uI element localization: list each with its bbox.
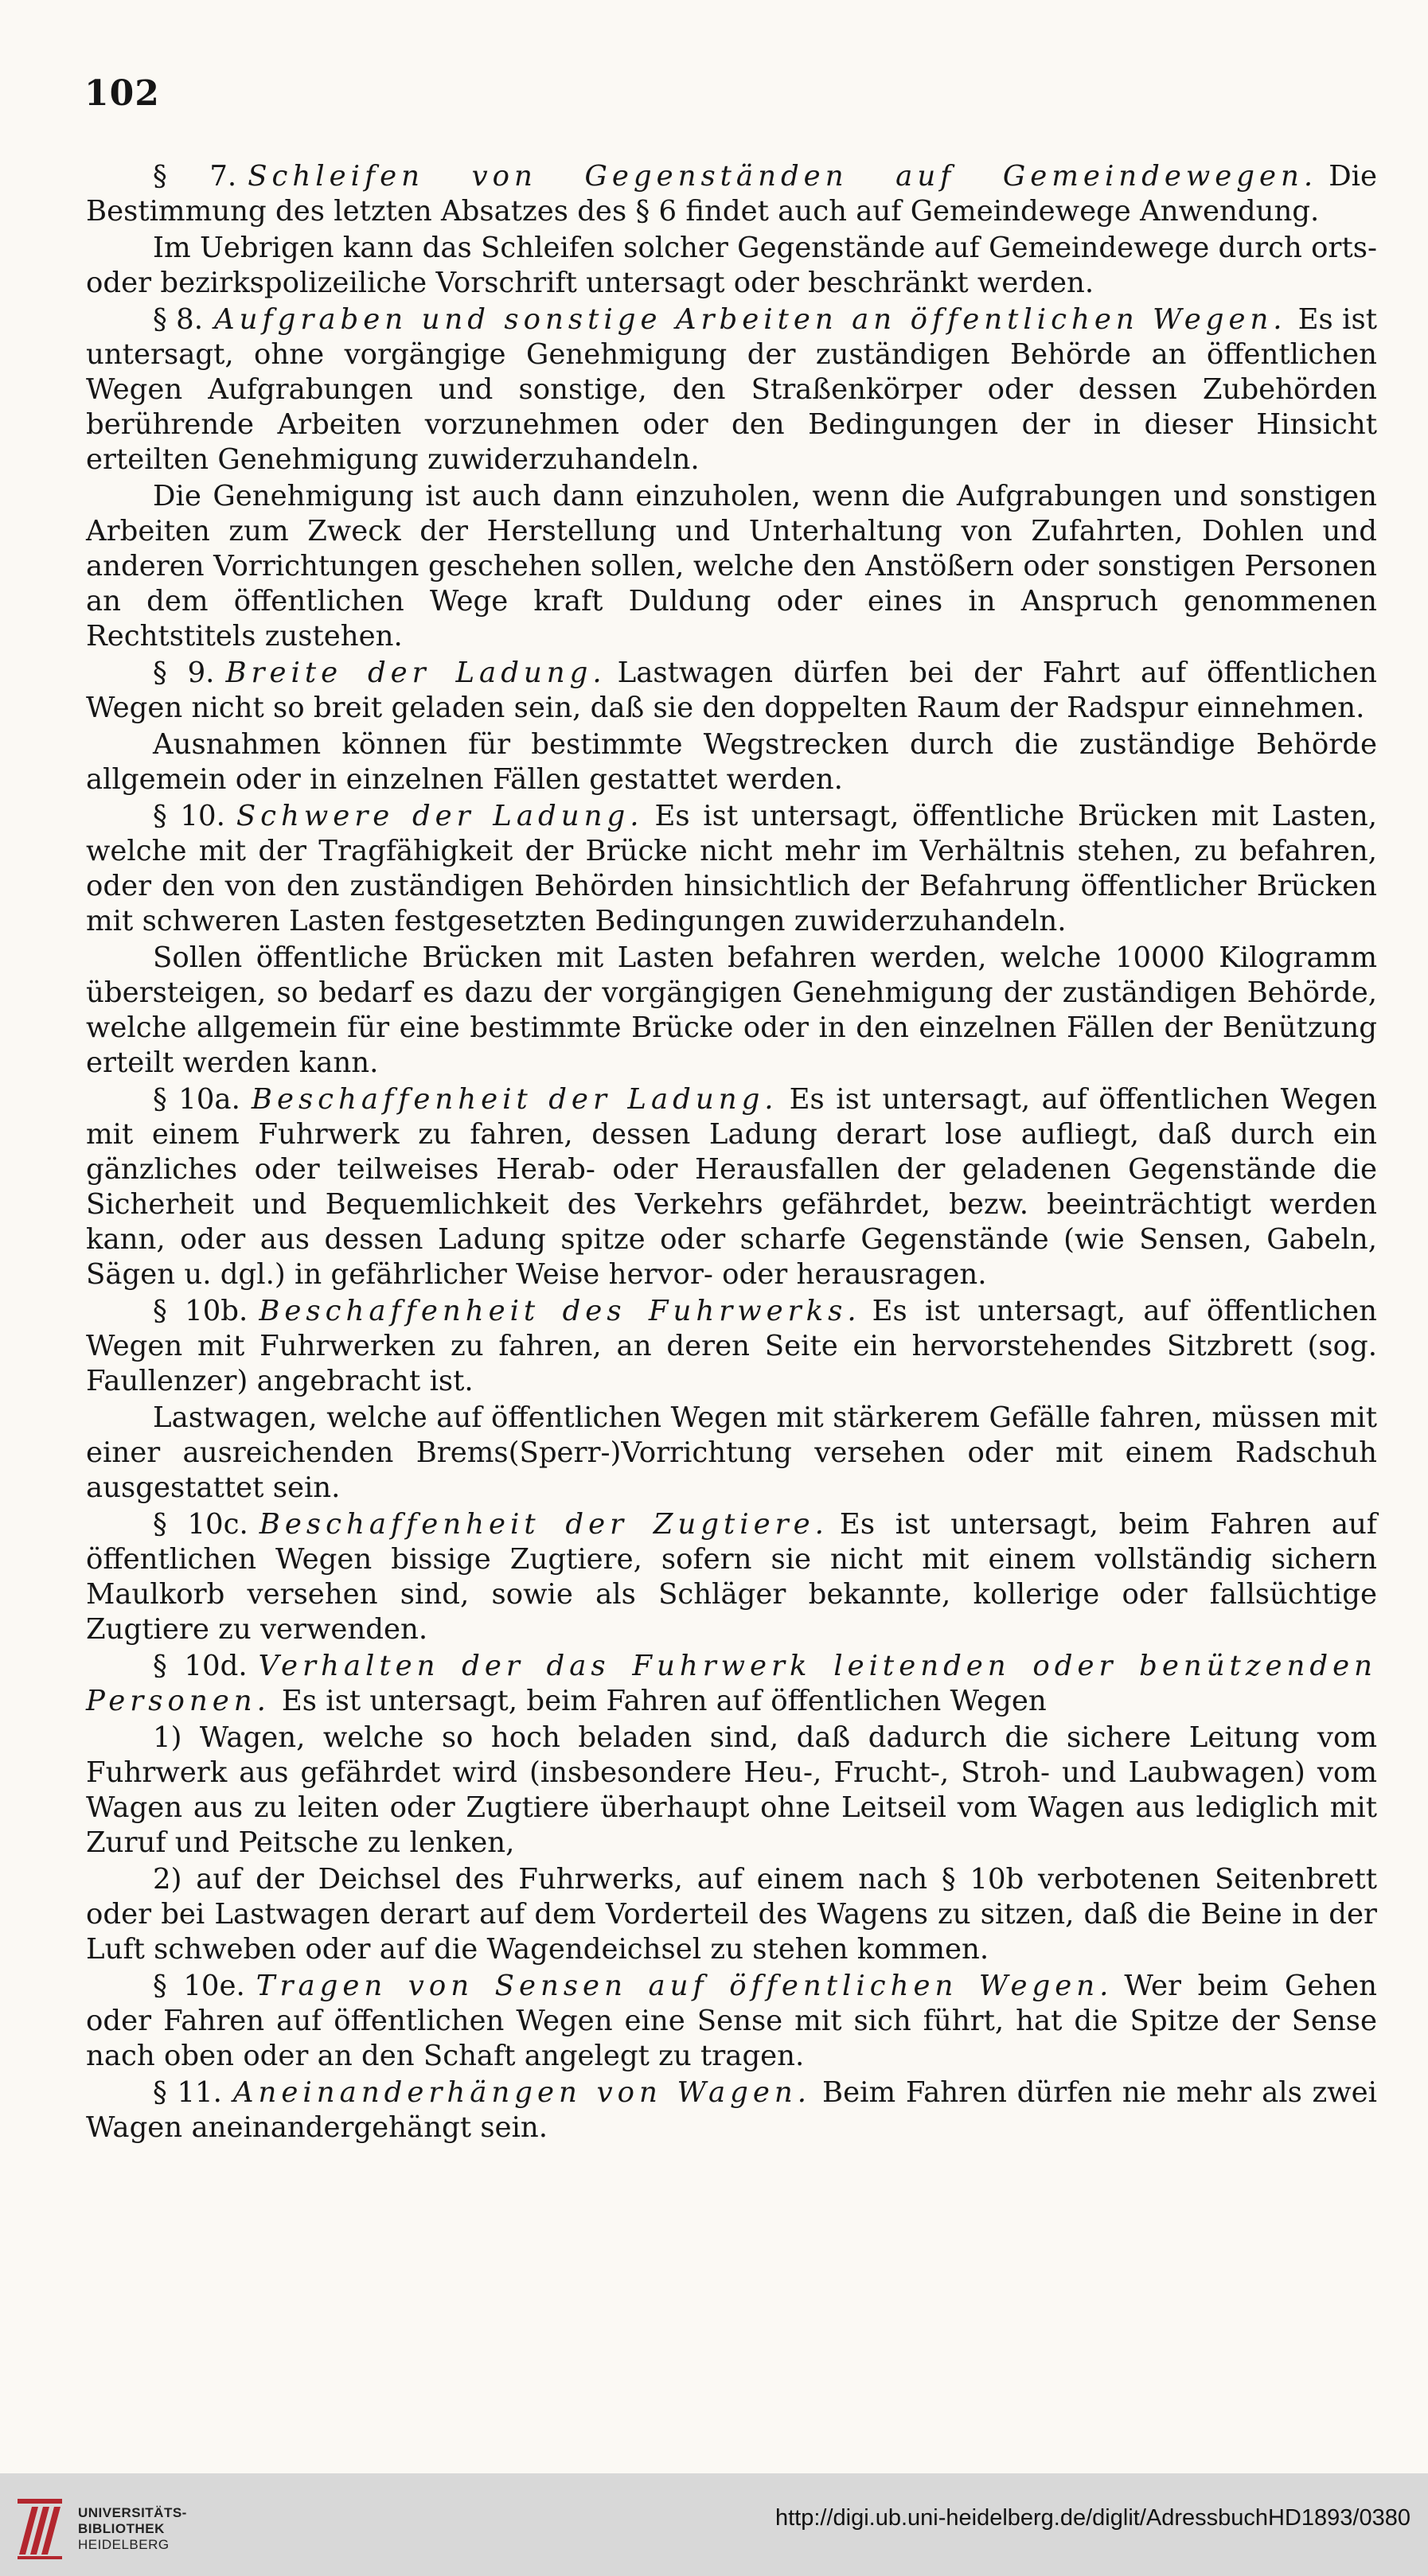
section-number: § 10b. xyxy=(153,1295,248,1327)
paragraph xyxy=(86,941,1377,1081)
source-url-link[interactable]: http://digi.ub.uni-heidelberg.de/diglit/AdressbuchHD1893/0380 xyxy=(774,2505,1410,2531)
paragraph xyxy=(86,656,1377,726)
section-heading: Aufgraben und sonstige Arbeiten an öffentlichen Wegen. xyxy=(214,303,1287,336)
library-logo[interactable] xyxy=(14,2491,221,2562)
paragraph-text: 1) Wagen, welche so hoch beladen sind, daß dadurch die sichere Leitung vom Fuhrwerk aus gefährdet wird (insbesondere Heu-, Frucht-, Stroh- und Laubwagen) vom Wagen aus zu leiten oder Zugtiere überhaupt ohne Leitseil vom Wagen aus lediglich mit Zuruf und Peitsche zu lenken, xyxy=(86,1721,1377,1859)
paragraph xyxy=(86,1721,1377,1861)
paragraph xyxy=(86,1649,1377,1719)
section-number: § 11. xyxy=(153,2076,222,2109)
paragraph-text: Es ist untersagt, ohne vorgängige Genehmigung der zuständigen Behörde an öffentlichen Wegen Aufgrabungen und sonstige, den Straßenkörper oder dessen Zubehörden berührende Arbeiten vorzunehmen oder den Bedingungen der in dieser Hinsicht erteilten Genehmigung zuwiderzuhandeln. xyxy=(86,303,1377,476)
section-heading: Schwere der Ladung. xyxy=(236,800,644,832)
section-heading: Breite der Ladung. xyxy=(225,657,607,689)
library-name-line: UNIVERSITÄTS- xyxy=(78,2505,187,2520)
paragraph-text: Im Uebrigen kann das Schleifen solcher Gegenstände auf Gemeindewege durch orts- oder bezirkspolizeiliche Vorschrift untersagt oder beschränkt werden. xyxy=(86,232,1377,299)
paragraph-text: Es ist untersagt, beim Fahren auf öffentlichen Wegen xyxy=(281,1685,1047,1717)
paragraph xyxy=(86,1082,1377,1292)
paragraph-text: Ausnahmen können für bestimmte Wegstrecken durch die zuständige Behörde allgemein oder in einzelnen Fällen gestattet werden. xyxy=(86,728,1377,796)
section-number: § 8. xyxy=(153,303,204,336)
section-heading: Beschaffenheit der Zugtiere. xyxy=(259,1508,829,1541)
library-name-line: BIBLIOTHEK xyxy=(78,2521,165,2536)
paragraph-text: Sollen öffentliche Brücken mit Lasten befahren werden, welche 10000 Kilogramm übersteigen, so bedarf es dazu der vorgängigen Genehmigung der zuständigen Behörde, welche allgemein für eine bestimmte Brücke oder in den einzelnen Fällen der Benützung erteilt werden kann. xyxy=(86,941,1377,1079)
paragraph xyxy=(86,231,1377,301)
paragraph xyxy=(86,159,1377,229)
section-number: § 10e. xyxy=(153,1970,245,2002)
paragraph xyxy=(86,479,1377,654)
section-heading: Beschaffenheit der Ladung. xyxy=(251,1083,778,1116)
paragraph xyxy=(86,1401,1377,1506)
paragraph-text: Lastwagen, welche auf öffentlichen Wegen mit stärkerem Gefälle fahren, müssen mit einer ausreichenden Brems(Sperr-)Vorrichtung versehen oder mit einem Radschuh ausgestattet sein. xyxy=(86,1401,1377,1504)
paragraph xyxy=(86,799,1377,939)
paragraph-text: Lastwagen dürfen bei der Fahrt auf öffentlichen Wegen nicht so breit geladen sein, daß sie den doppelten Raum der Radspur einnehmen. xyxy=(86,657,1377,724)
section-heading: Tragen von Sensen auf öffentlichen Wegen. xyxy=(256,1970,1114,2002)
paragraph-text: Beim Fahren dürfen nie mehr als zwei Wagen aneinandergehängt sein. xyxy=(86,2076,1377,2144)
section-heading: Aneinanderhängen von Wagen. xyxy=(232,2076,812,2109)
section-number: § 7. xyxy=(153,160,237,193)
paragraph-text: Es ist untersagt, beim Fahren auf öffentlichen Wegen bissige Zugtiere, sofern sie nicht mit einem vollständig sichern Maulkorb versehen sind, sowie als Schläger bekannte, kollerige oder fallsüchtige Zugtiere zu verwenden. xyxy=(86,1508,1377,1646)
library-seal-icon xyxy=(14,2491,64,2561)
section-number: § 10c. xyxy=(153,1508,248,1541)
section-heading: Schleifen von Gegenständen auf Gemeindewegen. xyxy=(248,160,1318,193)
paragraph xyxy=(86,2075,1377,2145)
paragraph xyxy=(86,1969,1377,2074)
section-heading: Verhalten der das Fuhrwerk leitenden oder benützenden Personen. xyxy=(86,1650,1377,1717)
section-number: § 9. xyxy=(153,657,215,689)
paragraph-text: Es ist untersagt, auf öffentlichen Wegen mit Fuhrwerken zu fahren, an deren Seite ein hervorstehendes Sitzbrett (sog. Faullenzer) angebracht ist. xyxy=(86,1295,1377,1397)
section-number: § 10a. xyxy=(153,1083,240,1116)
paragraph-text: Die Genehmigung ist auch dann einzuholen, wenn die Aufgrabungen und sonstigen Arbeiten zum Zweck der Herstellung und Unterhaltung von Zufahrten, Dohlen und anderen Vorrichtungen geschehen sollen, welche den Anstößern oder sonstigen Personen an dem öffentlichen Wege kraft Duldung oder eines in Anspruch genommenen Rechtstitels zustehen. xyxy=(86,480,1377,653)
paragraph xyxy=(86,727,1377,797)
body-text xyxy=(86,159,1377,2147)
paragraph-text: Die Bestimmung des letzten Absatzes des § 6 findet auch auf Gemeindewege Anwendung. xyxy=(86,160,1378,228)
paragraph-text: Wer beim Gehen oder Fahren auf öffentlichen Wegen eine Sense mit sich führt, hat die Spitze der Sense nach oben oder an den Schaft angelegt zu tragen. xyxy=(86,1970,1377,2072)
section-heading: Beschaffenheit des Fuhrwerks. xyxy=(259,1295,861,1327)
paragraph-text: 2) auf der Deichsel des Fuhrwerks, auf einem nach § 10b verbotenen Seitenbrett oder bei Lastwagen derart auf dem Vorderteil des Wagens zu sitzen, daß die Beine in der Luft schweben oder auf die Wagendeichsel zu stehen kommen. xyxy=(86,1863,1377,1966)
section-number: § 10d. xyxy=(153,1650,248,1682)
library-name xyxy=(78,2505,187,2553)
paragraph-text: Es ist untersagt, auf öffentlichen Wegen mit einem Fuhrwerk zu fahren, dessen Ladung derart lose aufliegt, daß durch ein gänzliches oder teilweises Herab- oder Herausfallen der geladenen Gegenstände die Sicherheit und Bequemlichkeit des Verkehrs gefährdet, bezw. beeinträchtigt werden kann, oder aus dessen Ladung spitze oder scharfe Gegenstände (wie Sensen, Gabeln, Sägen u. dgl.) in gefährlicher Weise hervor- oder herausragen. xyxy=(86,1083,1378,1291)
paragraph xyxy=(86,1507,1377,1647)
footer-bar xyxy=(0,2473,1428,2576)
section-number: § 10. xyxy=(153,800,225,832)
paragraph-text: Es ist untersagt, öffentliche Brücken mit Lasten, welche mit der Tragfähigkeit der Brücke nicht mehr im Verhältnis stehen, zu befahren, oder den von den zuständigen Behörden hinsichtlich der Befahrung öffentlicher Brücken mit schweren Lasten festgesetzten Bedingungen zuwiderzuhandeln. xyxy=(86,800,1377,937)
library-name-line: HEIDELBERG xyxy=(78,2537,170,2552)
paragraph xyxy=(86,1294,1377,1399)
page-number: 102 xyxy=(84,73,160,114)
paragraph xyxy=(86,1862,1377,1967)
paragraph xyxy=(86,302,1377,477)
